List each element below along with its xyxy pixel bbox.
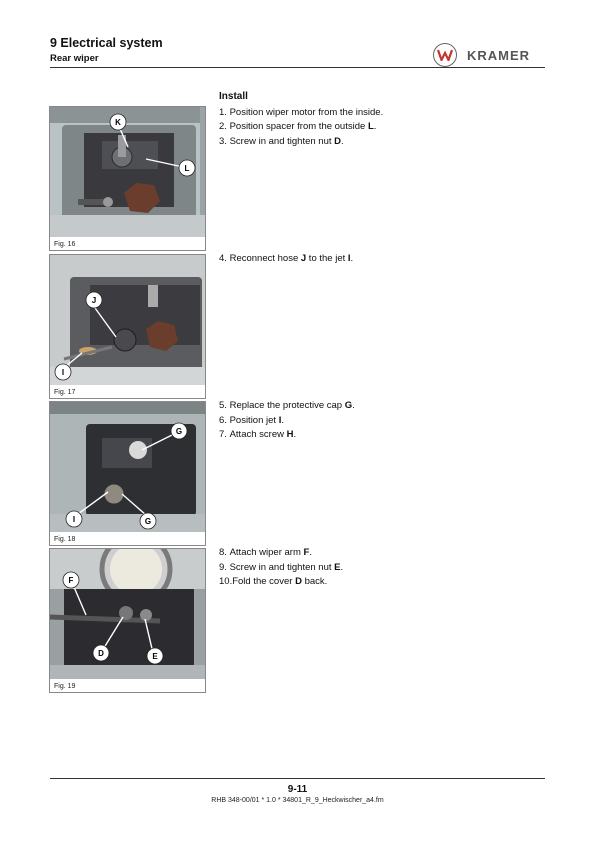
document-reference: RHB 348-00/01 * 1.0 * 34801_R_9_Heckwischer_a4.fm <box>211 797 384 804</box>
instructions-block-3 <box>219 399 355 443</box>
step-4: 4. Reconnect hose J to the jet I. <box>219 253 354 264</box>
figure-label: Fig. 16 <box>54 241 76 248</box>
figure-16-callouts <box>50 107 205 237</box>
install-heading: Install <box>219 91 248 102</box>
callout-G-bottom <box>140 513 156 529</box>
step-2: 2. Position spacer from the outside L. <box>219 121 377 132</box>
step-1: 1. Position wiper motor from the inside. <box>219 106 384 118</box>
callout-J <box>86 292 102 308</box>
callout-F <box>63 572 79 588</box>
svg-text:G: G <box>175 427 183 436</box>
figure-19-callouts <box>50 549 205 679</box>
section-title: Rear wiper <box>50 53 99 64</box>
callout-G-top <box>171 423 187 439</box>
figure-17-callouts <box>50 255 205 385</box>
callout-D <box>93 645 109 661</box>
brand-logo <box>433 43 530 67</box>
svg-text:J: J <box>91 296 97 305</box>
svg-text:D: D <box>98 649 104 658</box>
step-10: 10.Fold the cover D back. <box>219 576 328 587</box>
instructions-block-1 <box>219 90 383 149</box>
figure-17 <box>49 254 206 399</box>
step-6: 6. Position jet I. <box>219 414 284 426</box>
header-divider <box>50 67 545 68</box>
figure-label: Fig. 17 <box>54 389 76 396</box>
callout-I <box>55 364 71 380</box>
step-9: 9. Screw in and tighten nut E. <box>219 561 344 573</box>
figure-label: Fig. 19 <box>54 683 76 690</box>
figure-19 <box>49 548 206 693</box>
footer-divider <box>50 778 545 779</box>
instructions-block-2 <box>219 252 353 267</box>
svg-text:F: F <box>68 576 74 585</box>
callout-L <box>179 160 195 176</box>
callout-I <box>66 511 82 527</box>
svg-text:G: G <box>144 517 152 526</box>
step-5: 5. Replace the protective cap G. <box>219 400 355 411</box>
svg-text:I: I <box>61 368 65 377</box>
svg-text:L: L <box>184 164 190 173</box>
figure-18 <box>49 401 206 546</box>
brand-logo-icon <box>433 43 457 67</box>
step-8: 8. Attach wiper arm F. <box>219 547 312 558</box>
figure-label: Fig. 18 <box>54 536 76 543</box>
callout-E <box>147 648 163 664</box>
brand-name: KRAMER <box>467 47 531 63</box>
svg-text:E: E <box>152 652 158 661</box>
callout-K <box>110 114 126 130</box>
chapter-title: 9 Electrical system <box>50 36 163 50</box>
figure-18-callouts <box>50 402 205 532</box>
figure-16 <box>49 106 206 251</box>
page-number: 9-11 <box>287 784 308 795</box>
svg-text:K: K <box>115 118 121 127</box>
svg-text:I: I <box>72 515 76 524</box>
instructions-block-4 <box>219 546 343 590</box>
step-7: 7. Attach screw H. <box>219 429 297 440</box>
step-3: 3. Screw in and tighten nut D. <box>219 135 344 147</box>
